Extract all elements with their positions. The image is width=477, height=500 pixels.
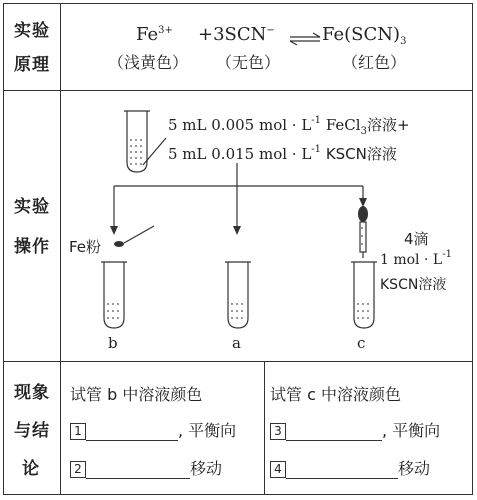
scn-color-note: （无色） [216, 53, 281, 72]
conclusion-c-line-1: 试管 c 中溶液颜色 [270, 385, 401, 404]
solution-line-2-text: 5 mL 0.015 mol · L [168, 145, 312, 163]
conclusion-b-line-3 [70, 456, 222, 479]
blank-2-input[interactable] [86, 462, 190, 479]
conc-exp: -1 [442, 249, 452, 260]
result-label-1: 现象 [14, 383, 50, 403]
conclusion-c-tail-4: 移动 [398, 459, 431, 478]
conc-text: 1 mol · L [380, 252, 443, 268]
conclusion-c-line-2 [270, 418, 440, 441]
conclusion-b-line-2 [70, 418, 236, 441]
fe-powder-label: Fe粉 [69, 238, 102, 256]
conclusion-c-tail-3: , 平衡向 [382, 421, 441, 440]
blank-2-number: 2 [70, 461, 86, 478]
fe-color-note: （浅黄色） [108, 53, 189, 72]
result-label-3: 论 [22, 459, 40, 479]
product-formula: Fe(SCN) [322, 24, 401, 45]
conclusion-b-line-1: 试管 b 中溶液颜色 [70, 385, 203, 404]
scn-term: +3SCN [198, 24, 267, 45]
fe-charge: 3+ [158, 25, 173, 36]
tube-b-label: b [108, 334, 118, 352]
product-subscript: 3 [400, 36, 407, 47]
solution-line-1-end: 溶液+ [366, 116, 410, 134]
principle-label-1: 实验 [14, 21, 50, 41]
operation-label-2: 操作 [14, 237, 50, 257]
blank-4-input[interactable] [286, 462, 398, 479]
solution-line-1-sub: 3 [360, 126, 367, 137]
solution-line-1-exp: -1 [311, 115, 322, 126]
conclusion-c-line-3 [270, 456, 430, 479]
tube-a-label: a [232, 334, 241, 352]
drops-label: 4滴 [404, 230, 429, 248]
solution-line-2-exp: -1 [311, 144, 322, 155]
product-color-note: （红色） [342, 53, 407, 72]
kscn-label: KSCN溶液 [380, 277, 447, 293]
conclusion-b-tail-1: , 平衡向 [178, 421, 237, 440]
blank-3-number: 3 [270, 423, 286, 440]
tube-c-label: c [357, 334, 366, 352]
scn-charge: − [266, 25, 275, 36]
operation-label-1: 实验 [14, 197, 50, 217]
blank-1-number: 1 [70, 423, 86, 440]
blank-3-input[interactable] [286, 424, 382, 441]
blank-4-number: 4 [270, 461, 286, 478]
blank-1-input[interactable] [86, 424, 178, 441]
conclusion-b-tail-2: 移动 [190, 459, 223, 478]
solution-line-1-text: 5 mL 0.005 mol · L [168, 116, 312, 134]
result-label-2: 与结 [14, 421, 50, 441]
solution-line-2-tail: KSCN溶液 [321, 145, 397, 163]
solution-line-1-tail: FeCl [321, 116, 361, 134]
principle-label-2: 原理 [14, 55, 50, 75]
fe-symbol: Fe [136, 24, 159, 45]
